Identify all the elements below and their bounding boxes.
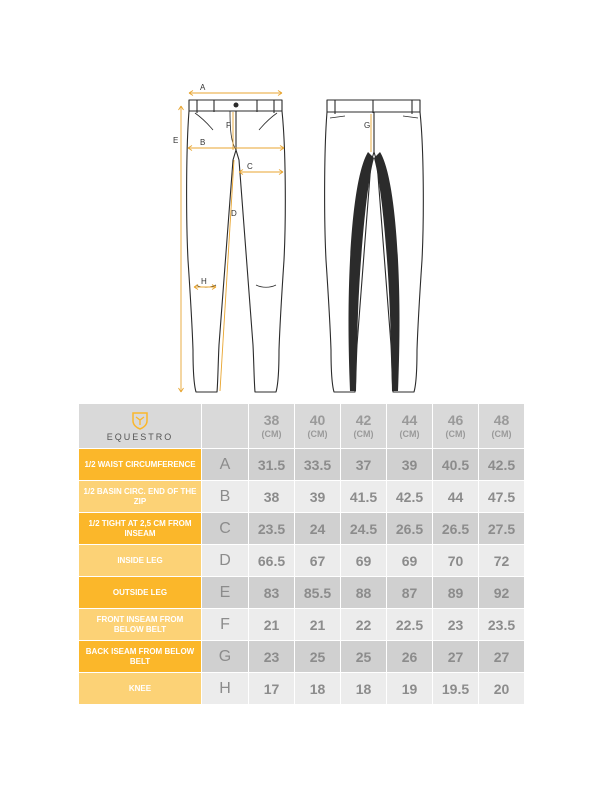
- dim-label-f: F: [226, 121, 231, 130]
- size-number: 42: [355, 412, 372, 428]
- table-cell: 41.5: [341, 481, 386, 512]
- table-cell: 17: [249, 673, 294, 704]
- table-row-c: [79, 513, 524, 544]
- measurement-name: 1/2 BASIN CIRC. END OF THE ZIP: [79, 481, 201, 512]
- measurement-name: BACK ISEAM FROM BELOW BELT: [79, 641, 201, 672]
- shield-crest-icon: [131, 411, 149, 430]
- table-cell: 85.5: [295, 577, 340, 608]
- measurement-name: OUTSIDE LEG: [79, 577, 201, 608]
- measurement-name: 1/2 WAIST CIRCUMFERENCE: [79, 449, 201, 480]
- size-number: 46: [447, 412, 464, 428]
- table-cell: 25: [295, 641, 340, 672]
- table-cell: 92: [479, 577, 524, 608]
- table-cell: 27: [433, 641, 478, 672]
- table-cell: 23.5: [249, 513, 294, 544]
- back-view-breeches: [325, 100, 424, 392]
- back-knee-patch-right: [374, 152, 400, 391]
- dim-label-d: D: [231, 209, 237, 218]
- table-cell: 27: [479, 641, 524, 672]
- table-cell: 25: [341, 641, 386, 672]
- table-cell: 42.5: [387, 481, 432, 512]
- dimension-labels: [173, 83, 370, 286]
- table-row-b: [79, 481, 524, 512]
- table-cell: 26.5: [433, 513, 478, 544]
- table-cell: 69: [387, 545, 432, 576]
- size-unit: (CM): [261, 429, 282, 439]
- brand-name: EQUESTRO: [106, 431, 174, 442]
- size-unit: (CM): [353, 429, 374, 439]
- table-cell: 18: [341, 673, 386, 704]
- size-number: 38: [263, 412, 280, 428]
- table-cell: 67: [295, 545, 340, 576]
- measurement-letter: A: [202, 449, 248, 480]
- table-cell: 70: [433, 545, 478, 576]
- size-unit: (CM): [491, 429, 512, 439]
- measurement-name: INSIDE LEG: [79, 545, 201, 576]
- size-chart-table: [78, 403, 525, 705]
- table-cell: 24: [295, 513, 340, 544]
- table-cell: 88: [341, 577, 386, 608]
- size-number: 44: [401, 412, 418, 428]
- table-cell: 83: [249, 577, 294, 608]
- table-cell: 72: [479, 545, 524, 576]
- measurement-name: KNEE: [79, 673, 201, 704]
- back-knee-patch-left: [349, 152, 375, 391]
- table-cell: 33.5: [295, 449, 340, 480]
- measurement-letter: G: [202, 641, 248, 672]
- table-cell: 22.5: [387, 609, 432, 640]
- table-cell: 26: [387, 641, 432, 672]
- table-row-g: [79, 641, 524, 672]
- table-cell: 22: [341, 609, 386, 640]
- table-cell: 39: [295, 481, 340, 512]
- measurement-name: FRONT INSEAM FROM BELOW BELT: [79, 609, 201, 640]
- table-cell: 24.5: [341, 513, 386, 544]
- measurement-letter: F: [202, 609, 248, 640]
- measurement-letter: H: [202, 673, 248, 704]
- table-row-a: [79, 449, 524, 480]
- dim-label-g: G: [364, 121, 371, 130]
- measurement-letter: B: [202, 481, 248, 512]
- table-row-f: [79, 609, 524, 640]
- dim-label-e: E: [173, 136, 179, 145]
- table-cell: 21: [295, 609, 340, 640]
- table-cell: 31.5: [249, 449, 294, 480]
- table-cell: 23.5: [479, 609, 524, 640]
- table-cell: 23: [249, 641, 294, 672]
- size-unit: (CM): [307, 429, 328, 439]
- table-cell: 87: [387, 577, 432, 608]
- dim-label-c: C: [247, 162, 253, 171]
- table-cell: 26.5: [387, 513, 432, 544]
- table-cell: 19.5: [433, 673, 478, 704]
- table-cell: 66.5: [249, 545, 294, 576]
- table-cell: 18: [295, 673, 340, 704]
- table-cell: 89: [433, 577, 478, 608]
- table-cell: 38: [249, 481, 294, 512]
- size-header-row: [79, 404, 524, 448]
- size-number: 48: [493, 412, 510, 428]
- dimension-lines: [179, 91, 372, 393]
- table-row-h: [79, 673, 524, 704]
- measurement-letter: D: [202, 545, 248, 576]
- table-row-d: [79, 545, 524, 576]
- table-cell: 39: [387, 449, 432, 480]
- measurement-letter: C: [202, 513, 248, 544]
- size-header-48: [479, 404, 524, 448]
- table-cell: 19: [387, 673, 432, 704]
- measurement-letter: E: [202, 577, 248, 608]
- table-cell: 69: [341, 545, 386, 576]
- size-header-44: [387, 404, 432, 448]
- size-header-42: [341, 404, 386, 448]
- dim-label-a: A: [200, 83, 206, 92]
- dim-label-h: H: [201, 277, 207, 286]
- waist-button: [234, 103, 239, 108]
- size-header-38: [249, 404, 294, 448]
- measurement-name: 1/2 TIGHT AT 2,5 CM FROM INSEAM: [79, 513, 201, 544]
- table-cell: 21: [249, 609, 294, 640]
- table-cell: 40.5: [433, 449, 478, 480]
- size-header-46: [433, 404, 478, 448]
- table-cell: 42.5: [479, 449, 524, 480]
- size-number: 40: [309, 412, 326, 428]
- table-cell: 20: [479, 673, 524, 704]
- dim-label-b: B: [200, 138, 206, 147]
- letter-header-blank: [202, 404, 248, 448]
- size-unit: (CM): [445, 429, 466, 439]
- table-row-e: [79, 577, 524, 608]
- table-cell: 44: [433, 481, 478, 512]
- table-cell: 27.5: [479, 513, 524, 544]
- table-cell: 47.5: [479, 481, 524, 512]
- size-unit: (CM): [399, 429, 420, 439]
- size-header-40: [295, 404, 340, 448]
- table-cell: 37: [341, 449, 386, 480]
- brand-logo-cell: [79, 404, 201, 448]
- table-cell: 23: [433, 609, 478, 640]
